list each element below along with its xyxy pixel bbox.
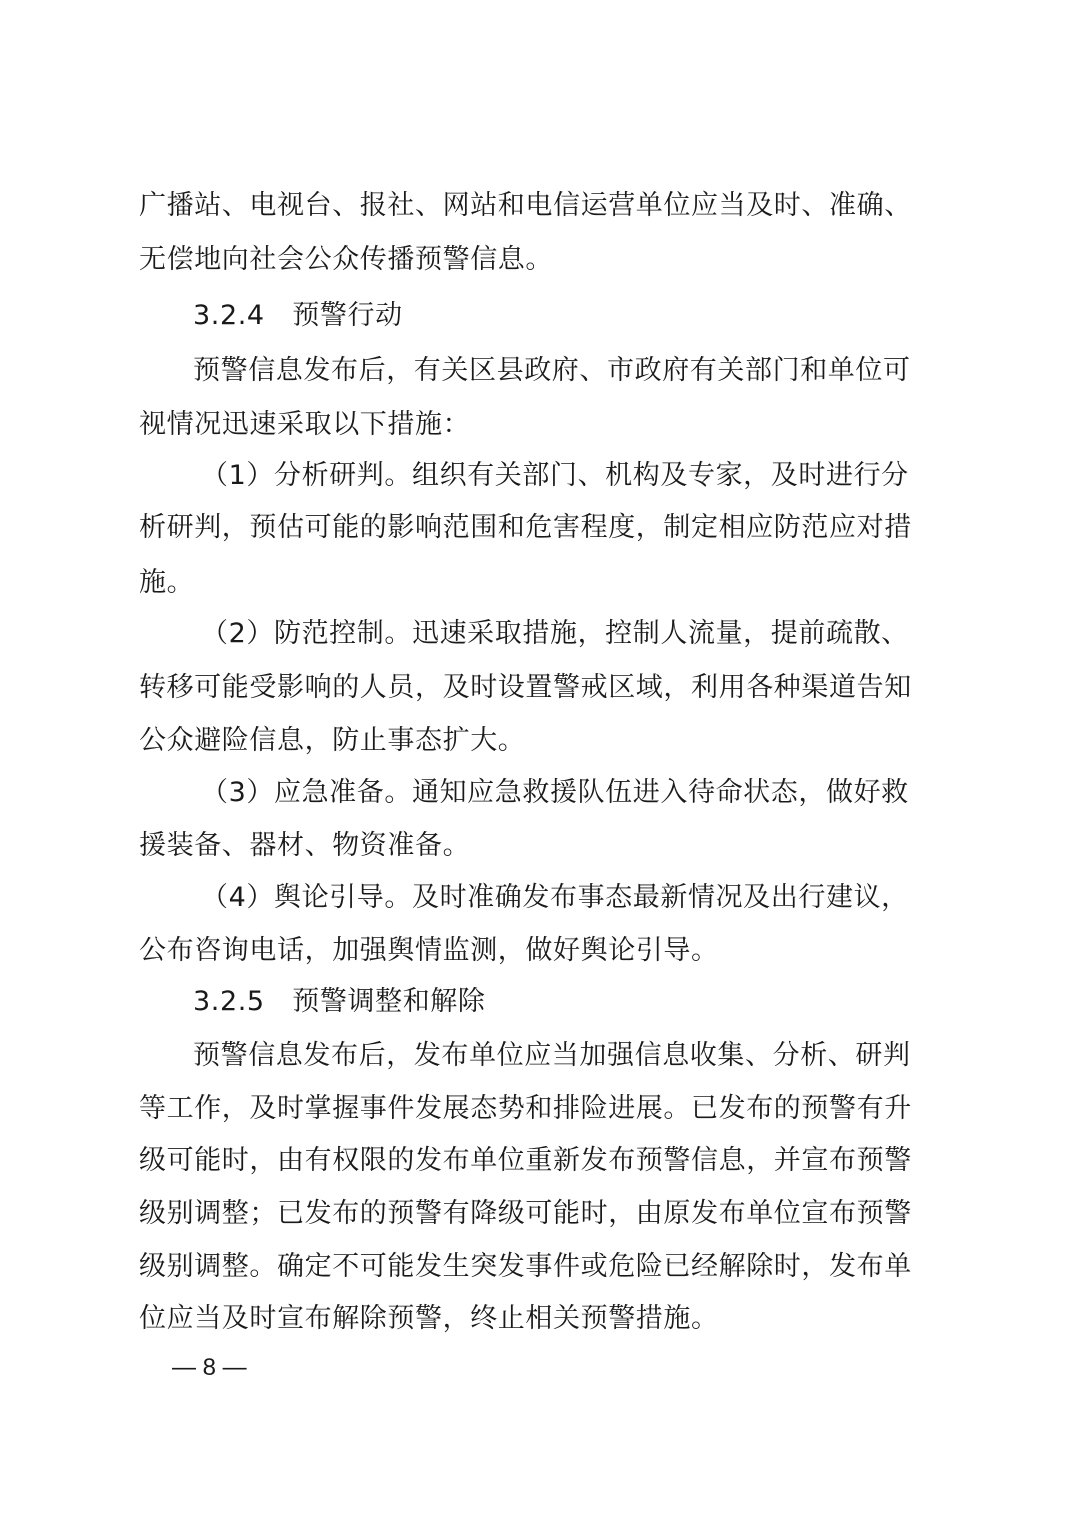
list-item-line: 施。 — [139, 567, 195, 598]
paragraph-line: 级别调整。确定不可能发生突发事件或危险已经解除时，发布单 — [139, 1251, 912, 1282]
paragraph-line: 等工作，及时掌握事件发展态势和排险进展。已发布的预警有升 — [139, 1093, 912, 1124]
list-item-line: 援装备、器材、物资准备。 — [139, 830, 471, 861]
paragraph-line: 视情况迅速采取以下措施： — [139, 409, 471, 440]
list-item-line: （4）舆论引导。及时准确发布事态最新情况及出行建议， — [201, 882, 909, 913]
paragraph-line: 级可能时，由有权限的发布单位重新发布预警信息，并宣布预警 — [139, 1145, 912, 1176]
list-item-line: 转移可能受影响的人员，及时设置警戒区域，利用各种渠道告知 — [139, 672, 912, 703]
list-item-line: （1）分析研判。组织有关部门、机构及专家，及时进行分 — [201, 460, 909, 491]
paragraph-line: 位应当及时宣布解除预警，终止相关预警措施。 — [139, 1303, 719, 1334]
list-item-line: （2）防范控制。迅速采取措施，控制人流量，提前疏散、 — [201, 618, 909, 649]
section-heading: 3.2.4 预警行动 — [193, 300, 403, 331]
paragraph-line: 预警信息发布后，有关区县政府、市政府有关部门和单位可 — [193, 355, 911, 386]
paragraph-line: 无偿地向社会公众传播预警信息。 — [139, 244, 553, 275]
paragraph-line: 级别调整；已发布的预警有降级可能时，由原发布单位宣布预警 — [139, 1198, 912, 1229]
list-item-line: 析研判，预估可能的影响范围和危害程度，制定相应防范应对措 — [139, 512, 912, 543]
page-number: — 8 — — [172, 1354, 247, 1381]
list-item-line: 公众避险信息，防止事态扩大。 — [139, 725, 526, 756]
list-item-line: （3）应急准备。通知应急救援队伍进入待命状态，做好救 — [201, 777, 909, 808]
paragraph-line: 广播站、电视台、报社、网站和电信运营单位应当及时、准确、 — [139, 190, 912, 221]
section-heading: 3.2.5 预警调整和解除 — [193, 986, 486, 1017]
list-item-line: 公布咨询电话，加强舆情监测，做好舆论引导。 — [139, 935, 719, 966]
paragraph-line: 预警信息发布后，发布单位应当加强信息收集、分析、研判 — [193, 1040, 911, 1071]
